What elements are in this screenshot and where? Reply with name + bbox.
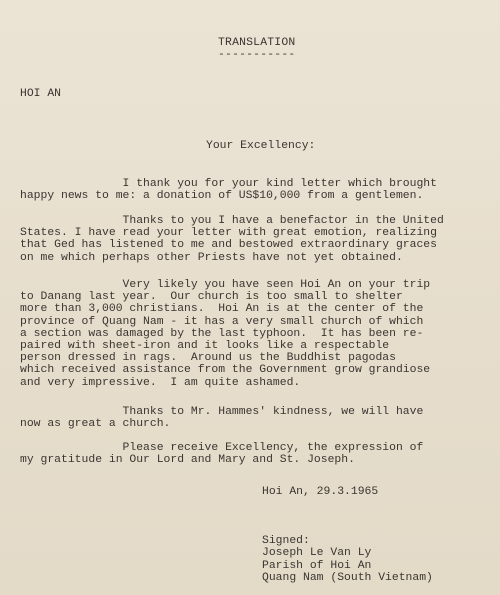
- paragraph-3: [20, 279, 430, 389]
- paragraph-line: which received assistance from the Government grow grandiose: [20, 364, 431, 377]
- signer-name: Joseph Le Van Ly: [262, 547, 372, 560]
- paragraph-line: province of Quang Nam - it has a very small church of which: [20, 315, 424, 328]
- paragraph-line: Please receive Excellency, the expression of: [20, 442, 424, 454]
- place-line: HOI AN: [20, 88, 62, 100]
- paragraph-line: Thanks to Mr. Hammes' kindness, we will have: [20, 406, 424, 418]
- salutation: Your Excellency:: [206, 140, 316, 152]
- signature-label: Signed:: [262, 535, 310, 547]
- dateline: Hoi An, 29.3.1965: [262, 486, 379, 498]
- paragraph-line: I thank you for your kind letter which brought: [20, 178, 437, 190]
- heading-underline: -----------: [218, 49, 296, 61]
- signer-parish: Parish of Hoi An: [262, 559, 372, 572]
- document-heading: TRANSLATION: [218, 37, 296, 49]
- paragraph-5: [20, 442, 423, 466]
- paragraph-line: my gratitude in Our Lord and Mary and St. Joseph.: [20, 454, 355, 467]
- paragraph-line: now as great a church.: [20, 418, 171, 431]
- paragraph-line: to Danang last year. Our church is too small to shelter: [20, 291, 403, 304]
- paragraph-line: Thanks to you I have a benefactor in the United: [20, 215, 444, 227]
- paragraph-4: [20, 406, 423, 430]
- paragraph-line: Very likely you have seen Hoi An on your trip: [20, 279, 431, 291]
- paragraph-line: States. I have read your letter with great emotion, realizing: [20, 227, 437, 240]
- paragraph-line: happy news to me: a donation of US$10,000 from a gentlemen.: [20, 190, 424, 203]
- paragraph-line: that Ged has listened to me and bestowed extraordinary graces: [20, 239, 437, 252]
- paragraph-line: more than 3,000 christians. Hoi An is at the center of the: [20, 303, 424, 316]
- paragraph-line: on me which perhaps other Priests have not yet obtained.: [20, 251, 403, 264]
- paragraph-1: [20, 178, 437, 202]
- signer-location: Quang Nam (South Vietnam): [262, 571, 433, 584]
- paragraph-line: person dressed in rags. Around us the Buddhist pagodas: [20, 352, 396, 365]
- signature-block: [262, 535, 433, 584]
- paragraph-line: paired with sheet-iron and it looks like a respectable: [20, 339, 390, 352]
- paragraph-line: and very impressive. I am quite ashamed.: [20, 376, 301, 389]
- paragraph-2: [20, 215, 444, 264]
- paragraph-line: a section was damaged by the last typhoon. It has been re-: [20, 327, 424, 340]
